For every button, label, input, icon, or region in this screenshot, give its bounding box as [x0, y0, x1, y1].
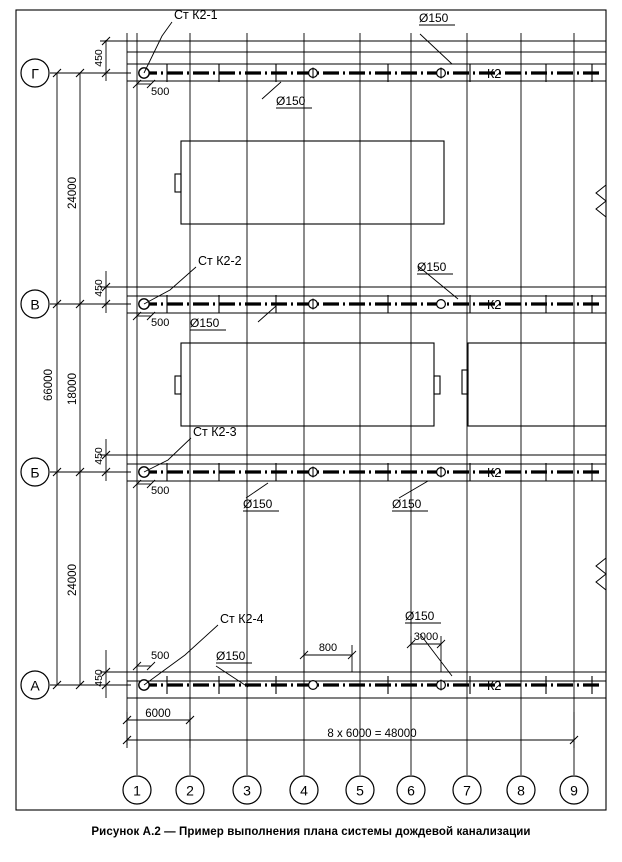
dim-segment-24000-top: 24000: [67, 177, 79, 209]
riser-offset-4: 500: [151, 650, 170, 662]
diameter-label-4: Ø150: [190, 316, 220, 330]
riser-offsets: [133, 80, 169, 670]
sewer-pipe-line: [141, 73, 600, 685]
dimension-lines-vertical: [50, 40, 133, 698]
axis-label-v: В: [30, 296, 40, 313]
diameter-label-3: Ø150: [417, 260, 447, 274]
axis-label-6: 6: [407, 782, 415, 799]
diameter-label-6: Ø150: [392, 497, 422, 511]
dim-offset-450-a: 450: [93, 669, 105, 687]
dimension-tick: [53, 37, 110, 689]
diameter-label-7: Ø150: [216, 649, 246, 663]
dim-total-66000: 66000: [43, 369, 55, 401]
axis-label-9: 9: [570, 782, 578, 799]
axis-label-3: 3: [243, 782, 251, 799]
diameter-label-8: Ø150: [405, 609, 435, 623]
axis-label-1: 1: [133, 782, 141, 799]
dim-first-bay-6000: 6000: [145, 708, 171, 720]
riser-symbol: [139, 68, 149, 690]
dim-segment-18000: 18000: [67, 373, 79, 405]
room-block: [175, 141, 606, 426]
axis-label-a: А: [30, 677, 40, 694]
axis-label-2: 2: [186, 782, 194, 799]
figure-caption: Рисунок А.2 — Пример выполнения плана системы дождевой канализации: [91, 826, 531, 838]
dim-total-run: 8 х 6000 = 48000: [327, 728, 417, 740]
grid-lines-vertical: [127, 33, 574, 760]
pipe-tag-k2-v: К2: [487, 298, 502, 312]
axis-label-8: 8: [517, 782, 525, 799]
pipe-tag-k2-b: К2: [487, 466, 502, 480]
drain-inlet-symbol: [309, 68, 446, 691]
dimension-lines-horizontal: [127, 712, 574, 775]
dim-offset-450-v: 450: [93, 279, 105, 297]
pipe-tag-k2-g: К2: [487, 67, 502, 81]
local-dim-3000: 3000: [413, 631, 439, 643]
riser-offset-3: 500: [151, 485, 170, 497]
riser-offset-2: 500: [151, 317, 170, 329]
riser-label-k2-1: Ст К2-1: [174, 8, 218, 22]
axis-label-g: Г: [31, 65, 39, 82]
diameter-label-5: Ø150: [243, 497, 273, 511]
riser-label-k2-2: Ст К2-2: [198, 254, 242, 268]
axis-label-b: Б: [30, 464, 40, 481]
riser-offset-1: 500: [151, 86, 170, 98]
diameter-label-1: Ø150: [419, 11, 449, 25]
axis-label-7: 7: [463, 782, 471, 799]
break-symbol: [596, 185, 606, 590]
riser-label-k2-4: Ст К2-4: [220, 612, 264, 626]
pipe-tick: [167, 64, 592, 694]
axis-bubbles-horizontal: [123, 776, 588, 804]
riser-label-k2-3: Ст К2-3: [193, 425, 237, 439]
dim-segment-24000-bottom: 24000: [67, 564, 79, 596]
drawing-frame: [16, 10, 606, 810]
building-outline: [127, 41, 606, 698]
local-dim-800: 800: [318, 642, 338, 654]
diameter-label-2: Ø150: [276, 94, 306, 108]
pipe-tag-k2-a: К2: [487, 679, 502, 693]
dim-offset-450-b: 450: [93, 447, 105, 465]
axis-label-5: 5: [356, 782, 364, 799]
dim-offset-450-g: 450: [93, 49, 105, 67]
axis-label-4: 4: [300, 782, 308, 799]
